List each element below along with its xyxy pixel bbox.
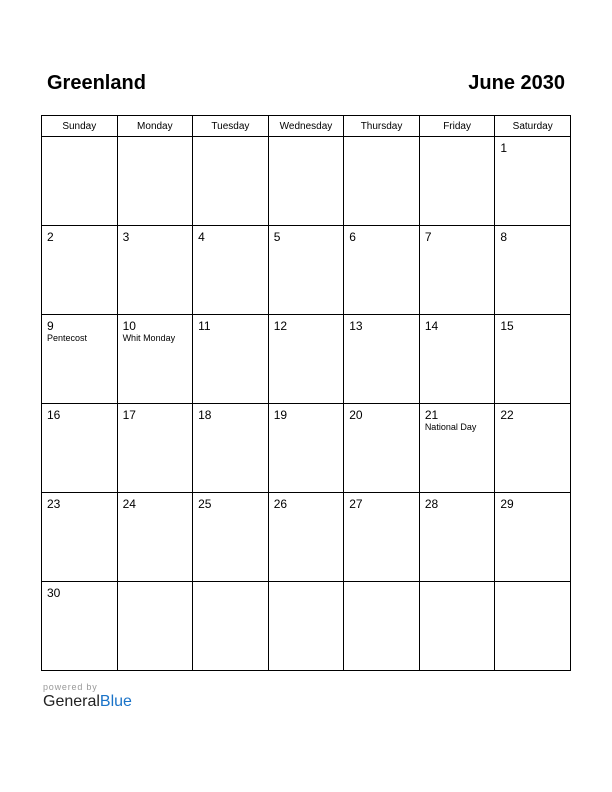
weekday-saturday: Saturday — [495, 116, 571, 137]
day-number: 28 — [424, 497, 439, 511]
day-number: 12 — [273, 319, 288, 333]
day-cell — [268, 404, 344, 493]
day-number — [495, 582, 570, 586]
day-number: 10 — [122, 319, 136, 333]
day-cell — [117, 315, 193, 404]
day-number: 2 — [47, 230, 54, 244]
day-number — [193, 582, 268, 586]
holiday-label: Pentecost — [47, 333, 88, 343]
weekday-tuesday: Tuesday — [193, 116, 269, 137]
day-number: 11 — [198, 319, 211, 333]
country-title: Greenland — [47, 72, 146, 94]
day-number — [344, 137, 419, 141]
day-cell — [268, 226, 344, 315]
month-title: June 2030 — [468, 72, 565, 94]
day-cell — [268, 137, 344, 226]
day-number — [42, 137, 117, 141]
day-cell — [419, 493, 495, 582]
day-cell — [42, 315, 118, 404]
day-cell — [419, 137, 495, 226]
day-cell — [42, 582, 118, 671]
day-number: 4 — [198, 230, 205, 244]
day-number — [118, 582, 193, 586]
day-cell — [193, 137, 269, 226]
day-number: 9 — [47, 319, 54, 333]
day-number: 6 — [349, 230, 356, 244]
day-cell — [117, 404, 193, 493]
weekday-sunday: Sunday — [42, 116, 118, 137]
day-number: 17 — [122, 408, 136, 422]
day-number: 21 — [424, 408, 439, 422]
day-number: 5 — [273, 230, 281, 244]
day-number: 7 — [424, 230, 432, 244]
day-number — [269, 582, 344, 586]
weekday-thursday: Thursday — [344, 116, 420, 137]
day-cell — [495, 226, 571, 315]
day-cell — [495, 404, 571, 493]
week-row — [42, 582, 571, 671]
day-cell — [193, 582, 269, 671]
day-cell — [193, 493, 269, 582]
day-number — [344, 582, 419, 586]
day-cell — [344, 137, 420, 226]
day-cell — [419, 404, 495, 493]
day-cell — [117, 137, 193, 226]
day-number: 8 — [500, 230, 508, 244]
day-cell — [42, 493, 118, 582]
day-cell — [193, 226, 269, 315]
day-number: 16 — [47, 408, 61, 422]
weekday-wednesday: Wednesday — [268, 116, 344, 137]
day-number: 23 — [47, 497, 61, 511]
day-cell — [419, 315, 495, 404]
holiday-label: National Day — [424, 422, 477, 432]
day-number: 27 — [349, 497, 363, 511]
calendar-header — [47, 72, 565, 98]
day-number: 24 — [122, 497, 136, 511]
day-cell — [495, 493, 571, 582]
day-number: 13 — [349, 319, 363, 333]
day-number: 29 — [500, 497, 514, 511]
day-cell — [344, 404, 420, 493]
day-cell — [193, 404, 269, 493]
week-row — [42, 315, 571, 404]
day-cell — [419, 582, 495, 671]
week-row — [42, 404, 571, 493]
day-cell — [344, 582, 420, 671]
calendar-grid — [41, 115, 571, 671]
brand-general-text: General — [43, 693, 100, 710]
weekday-monday: Monday — [117, 116, 193, 137]
day-number: 30 — [47, 586, 61, 600]
day-cell — [117, 493, 193, 582]
day-cell — [268, 582, 344, 671]
day-number — [118, 137, 193, 141]
week-row — [42, 226, 571, 315]
brand-blue-text: Blue — [99, 693, 132, 710]
day-number: 20 — [349, 408, 363, 422]
week-row — [42, 137, 571, 226]
day-number — [269, 137, 344, 141]
day-number: 15 — [500, 319, 514, 333]
day-cell — [42, 137, 118, 226]
day-number — [420, 582, 495, 586]
day-number — [193, 137, 268, 141]
day-cell — [117, 582, 193, 671]
day-cell — [495, 582, 571, 671]
day-cell — [344, 315, 420, 404]
day-number: 1 — [500, 141, 508, 155]
holiday-label: Whit Monday — [122, 333, 176, 343]
powered-by-text: powered by — [43, 682, 98, 692]
day-number: 26 — [273, 497, 288, 511]
day-number: 25 — [198, 497, 212, 511]
day-cell — [344, 226, 420, 315]
day-number: 22 — [500, 408, 514, 422]
day-cell — [495, 315, 571, 404]
week-row — [42, 493, 571, 582]
day-number: 3 — [122, 230, 130, 244]
brand-logo — [43, 693, 132, 711]
day-number: 14 — [424, 319, 439, 333]
day-cell — [117, 226, 193, 315]
day-cell — [344, 493, 420, 582]
day-cell — [268, 315, 344, 404]
day-cell — [42, 404, 118, 493]
day-number: 18 — [198, 408, 212, 422]
weekday-friday: Friday — [419, 116, 495, 137]
day-cell — [42, 226, 118, 315]
day-cell — [268, 493, 344, 582]
day-number: 19 — [273, 408, 288, 422]
day-cell — [193, 315, 269, 404]
footer-branding — [43, 682, 132, 711]
day-cell — [495, 137, 571, 226]
day-number — [420, 137, 495, 141]
weekday-header-row — [42, 116, 571, 137]
day-cell — [419, 226, 495, 315]
